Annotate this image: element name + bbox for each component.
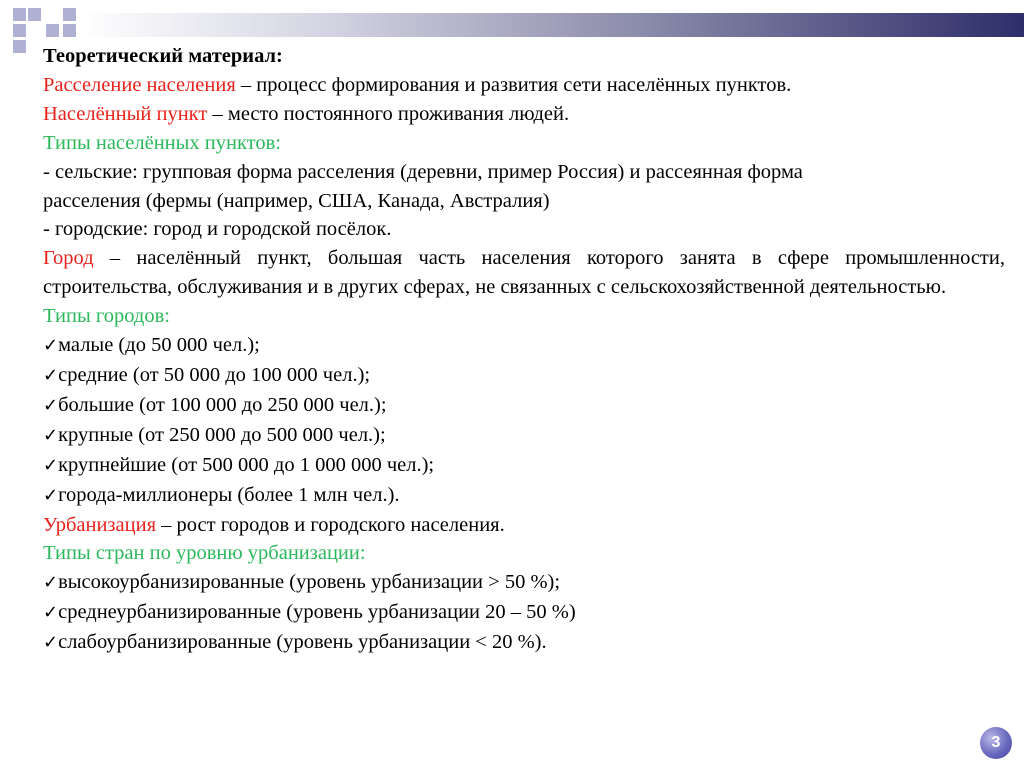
checkmark-icon: ✓: [43, 572, 59, 594]
decor-square: [46, 24, 59, 37]
checkmark-icon: ✓: [43, 454, 59, 476]
decor-square: [63, 8, 76, 21]
checkmark-icon: ✓: [43, 602, 59, 624]
list-item: ✓крупные (от 250 000 до 500 000 чел.);: [43, 423, 386, 446]
definition-resettlement: [43, 71, 1005, 100]
rural-types-line: расселения (фермы (например, США, Канада, Австралия): [43, 189, 550, 212]
checkmark-icon: ✓: [43, 364, 59, 386]
definition-text: – процесс формирования и развития сети населённых пунктов.: [235, 73, 792, 96]
checkmark-icon: ✓: [43, 484, 59, 506]
definition-text: – населённый пункт, большая часть населения которого занята в сфере промышленности, строительства, обслуживания и в других сферах, не связанных с сельскохозяйственной деятельностью.: [43, 247, 1005, 299]
term: Расселение населения: [43, 73, 236, 96]
decor-square: [13, 24, 26, 37]
city-types-heading: Типы городов:: [43, 305, 170, 328]
rural-types-line: - сельские: групповая форма расселения (деревни, пример Россия) и рассеянная форма: [43, 160, 803, 183]
term: Урбанизация: [43, 513, 157, 536]
decor-square: [63, 24, 76, 37]
checkmark-icon: ✓: [43, 394, 59, 416]
definition-text: – место постоянного проживания людей.: [207, 102, 570, 125]
slide-title: Теоретический материал:: [43, 45, 283, 67]
list-item: ✓высокоурбанизированные (уровень урбанизации > 50 %);: [43, 571, 561, 594]
decor-square: [28, 8, 41, 21]
term: Город: [43, 247, 94, 270]
decor-square: [13, 40, 26, 53]
list-item: ✓города-миллионеры (более 1 млн чел.).: [43, 483, 400, 506]
definition-text: – рост городов и городского населения.: [156, 513, 505, 536]
definition-urbanization: [43, 511, 1005, 540]
decor-square: [13, 8, 26, 21]
list-item: ✓малые (до 50 000 чел.);: [43, 334, 260, 357]
list-item: ✓средние (от 50 000 до 100 000 чел.);: [43, 363, 371, 386]
country-types-heading: Типы стран по уровню урбанизации:: [43, 542, 366, 565]
list-item: ✓крупнейшие (от 500 000 до 1 000 000 чел.);: [43, 453, 435, 476]
list-item: ✓среднеурбанизированные (уровень урбанизации 20 – 50 %): [43, 601, 576, 624]
checkmark-icon: ✓: [43, 335, 59, 357]
term: Населённый пункт: [43, 102, 208, 125]
settlement-types-heading: Типы населённых пунктов:: [43, 131, 281, 154]
page-number-badge: 3: [980, 727, 1012, 759]
list-item: ✓большие (от 100 000 до 250 000 чел.);: [43, 393, 387, 416]
definition-settlement: [43, 100, 1005, 129]
checkmark-icon: ✓: [43, 632, 59, 654]
urban-types-line: - городские: город и городской посёлок.: [43, 218, 392, 241]
header-gradient-bar: [80, 13, 1024, 37]
checkmark-icon: ✓: [43, 424, 59, 446]
slide-body: [43, 42, 1005, 658]
list-item: ✓слабоурбанизированные (уровень урбанизации < 20 %).: [43, 631, 547, 654]
definition-city: [43, 244, 1005, 302]
